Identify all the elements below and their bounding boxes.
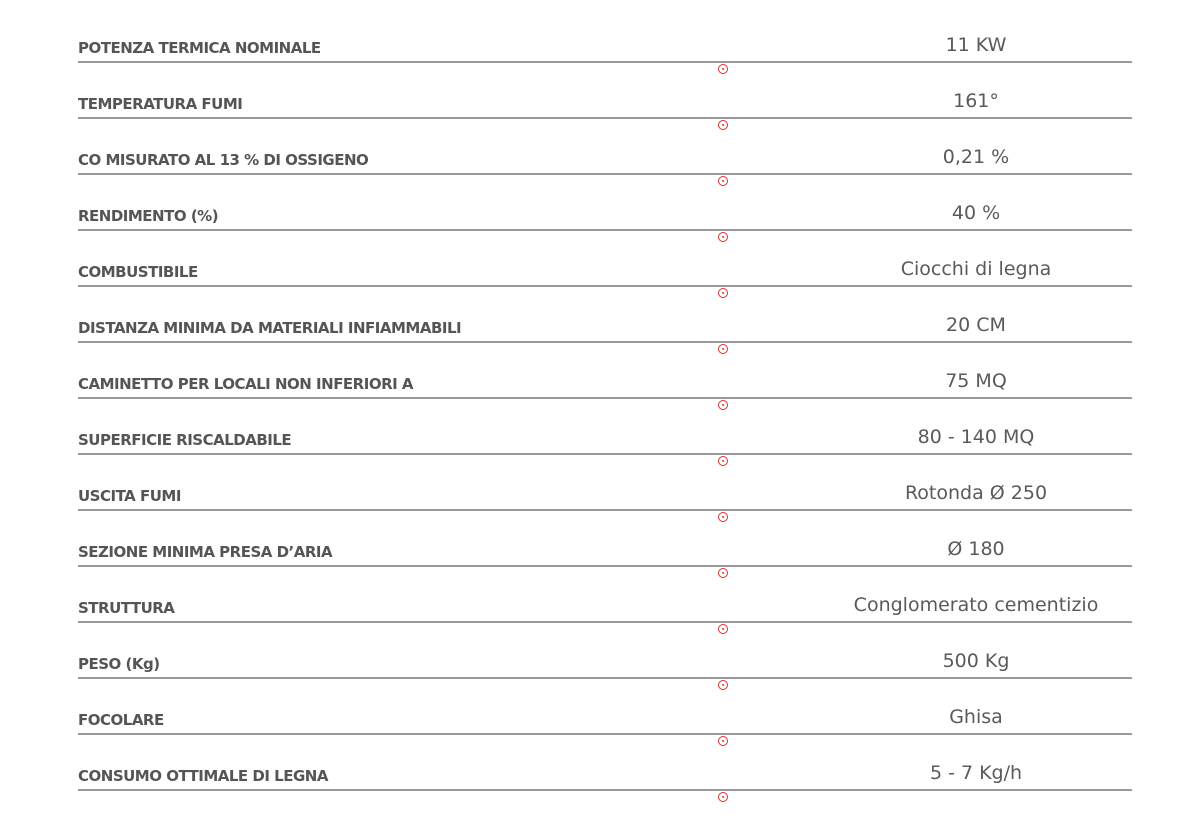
circle-dot-icon [718, 288, 728, 298]
spec-row [78, 697, 1132, 753]
spec-row [78, 193, 1132, 249]
circle-dot-icon [718, 400, 728, 410]
row-divider [78, 117, 1132, 119]
spec-value: 75 MQ [945, 370, 1007, 392]
row-divider [78, 733, 1132, 735]
spec-label: USCITA FUMI [78, 487, 181, 505]
circle-dot-icon [718, 568, 728, 578]
spec-label: STRUTTURA [78, 599, 175, 617]
spec-label: DISTANZA MINIMA DA MATERIALI INFIAMMABILI [78, 319, 462, 337]
spec-row [78, 529, 1132, 585]
spec-row [78, 137, 1132, 193]
circle-dot-icon [718, 624, 728, 634]
spec-value: 11 KW [945, 34, 1007, 56]
spec-label: TEMPERATURA FUMI [78, 95, 243, 113]
spec-label: POTENZA TERMICA NOMINALE [78, 39, 321, 57]
spec-value: 40 % [951, 202, 1001, 224]
circle-dot-icon [718, 64, 728, 74]
row-divider [78, 621, 1132, 623]
circle-dot-icon [718, 456, 728, 466]
spec-row [78, 305, 1132, 361]
spec-label: CAMINETTO PER LOCALI NON INFERIORI A [78, 375, 414, 393]
spec-label: SUPERFICIE RISCALDABILE [78, 431, 292, 449]
spec-value: 5 - 7 Kg/h [929, 762, 1023, 784]
spec-value: Rotonda Ø 250 [904, 482, 1048, 504]
row-divider [78, 229, 1132, 231]
circle-dot-icon [718, 120, 728, 130]
row-divider [78, 173, 1132, 175]
spec-value: 161° [953, 90, 999, 112]
spec-label: CONSUMO OTTIMALE DI LEGNA [78, 767, 328, 785]
row-divider [78, 397, 1132, 399]
row-divider [78, 341, 1132, 343]
spec-value: Conglomerato cementizio [853, 594, 1099, 616]
spec-row [78, 417, 1132, 473]
row-divider [78, 565, 1132, 567]
circle-dot-icon [718, 792, 728, 802]
spec-row [78, 641, 1132, 697]
spec-value: 20 CM [946, 314, 1006, 336]
spec-value: 500 Kg [942, 650, 1010, 672]
spec-row [78, 585, 1132, 641]
spec-row [78, 249, 1132, 305]
circle-dot-icon [718, 176, 728, 186]
spec-value: Ciocchi di legna [900, 258, 1052, 280]
spec-row [78, 361, 1132, 417]
row-divider [78, 61, 1132, 63]
spec-value: Ø 180 [947, 538, 1005, 560]
circle-dot-icon [718, 512, 728, 522]
spec-value: Ghisa [949, 706, 1003, 728]
row-divider [78, 509, 1132, 511]
spec-row [78, 81, 1132, 137]
spec-label: COMBUSTIBILE [78, 263, 198, 281]
row-divider [78, 677, 1132, 679]
spec-value: 0,21 % [942, 146, 1010, 168]
row-divider [78, 789, 1132, 791]
spec-table [78, 25, 1132, 809]
row-divider [78, 453, 1132, 455]
spec-label: SEZIONE MINIMA PRESA D’ARIA [78, 543, 333, 561]
circle-dot-icon [718, 232, 728, 242]
spec-value: 80 - 140 MQ [917, 426, 1035, 448]
spec-label: FOCOLARE [78, 711, 164, 729]
spec-row [78, 25, 1132, 81]
spec-label: RENDIMENTO (%) [78, 207, 219, 225]
circle-dot-icon [718, 344, 728, 354]
spec-label: PESO (Kg) [78, 655, 160, 673]
circle-dot-icon [718, 680, 728, 690]
spec-row [78, 473, 1132, 529]
row-divider [78, 285, 1132, 287]
spec-label: CO MISURATO AL 13 % DI OSSIGENO [78, 151, 369, 169]
spec-row [78, 753, 1132, 809]
circle-dot-icon [718, 736, 728, 746]
